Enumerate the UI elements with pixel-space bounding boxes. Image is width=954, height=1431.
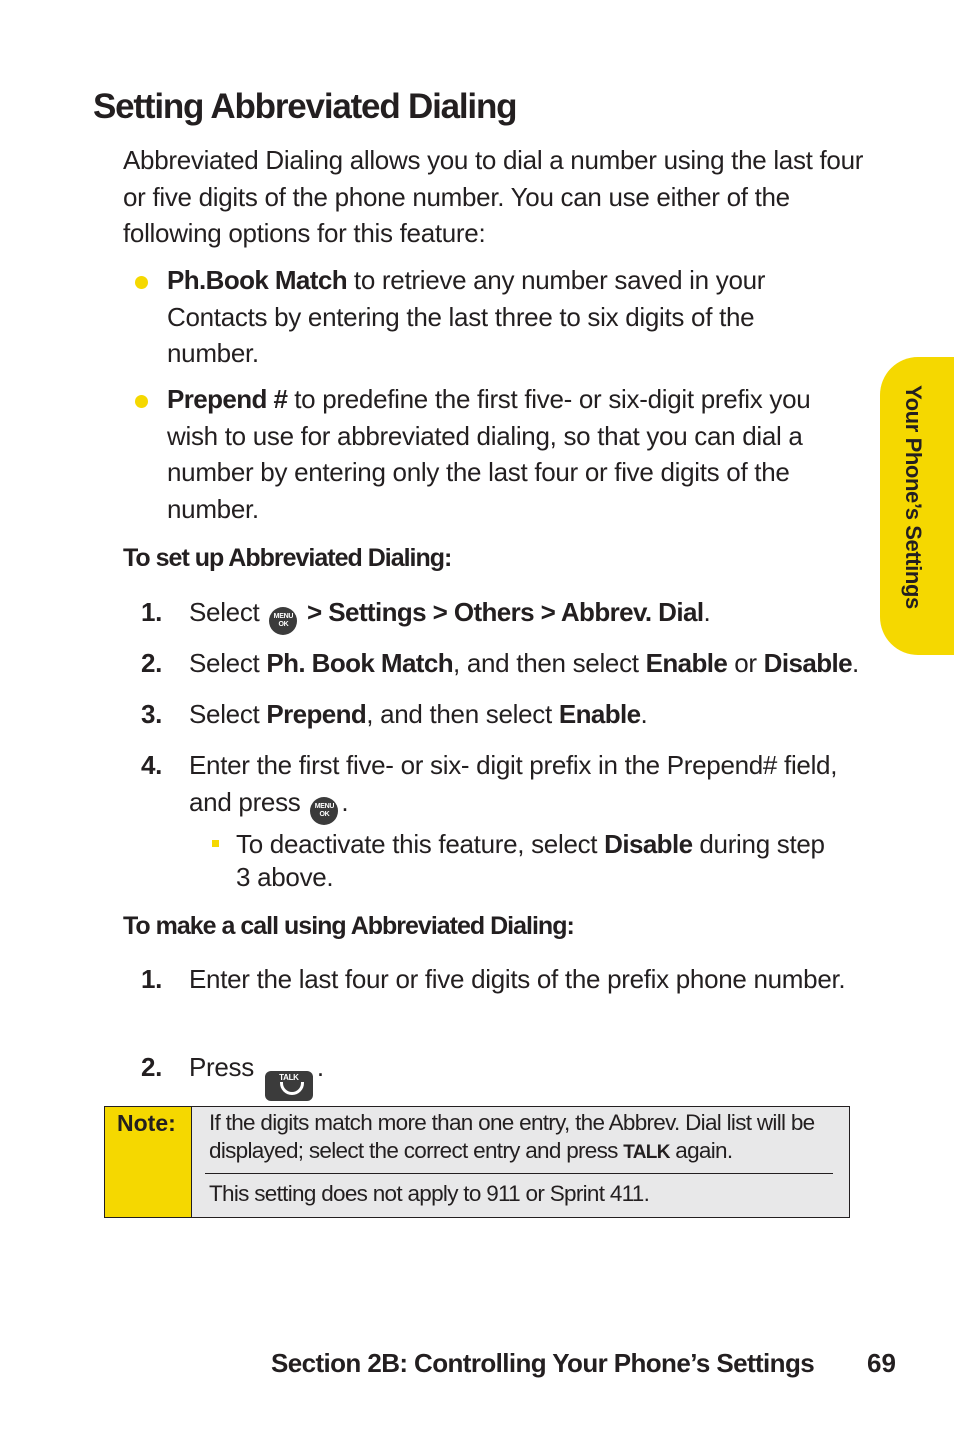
intro-paragraph: Abbreviated Dialing allows you to dial a number using the last four or five digits of the phone number. You can use either of the following options for this feature: (123, 145, 864, 248)
option-phbook-match: Ph. Book Match (266, 648, 454, 678)
step-number: 3. (141, 699, 163, 729)
note-label-cell (105, 1107, 192, 1217)
talk-key-label: TALK (623, 1142, 670, 1163)
step-number: 2. (141, 648, 163, 678)
menu-path: > Settings > Others > Abbrev. Dial (300, 597, 704, 627)
bullet-term: Prepend # (167, 384, 288, 414)
step-number: 2. (141, 1052, 163, 1082)
note-text-multiple-matches: If the digits match more than one entry, the Abbrev. Dial list will be displayed; select the correct entry and press TALK again. (209, 1110, 815, 1163)
bullet-item-prepend (135, 381, 845, 527)
step-number: 1. (141, 964, 163, 994)
footer-section-title: Section 2B: Controlling Your Phone’s Settings (271, 1348, 815, 1378)
talk-key-icon: TALK (265, 1071, 313, 1101)
option-enable: Enable (645, 648, 728, 678)
setup-step-4: 4. Enter the first five- or six- digit prefix in the Prepend# field, and press MENU OK . (141, 747, 861, 825)
step-text: Select (189, 597, 267, 627)
page-title: Setting Abbreviated Dialing (93, 87, 517, 126)
note-box (104, 1106, 850, 1218)
menu-ok-key-icon: MENU OK (310, 797, 338, 825)
call-step-2: 2. Press TALK . (141, 1049, 861, 1101)
sub-bullet-deactivate: To deactivate this feature, select Disable during step 3 above. (212, 828, 832, 894)
bullet-dot (135, 276, 148, 289)
setup-heading: To set up Abbreviated Dialing: (123, 544, 452, 572)
page-number: 69 (867, 1348, 896, 1378)
option-disable: Disable (604, 829, 693, 859)
side-tab-label: Your Phone’s Settings (901, 385, 926, 609)
option-prepend: Prepend (266, 699, 367, 729)
section-side-tab (880, 357, 954, 655)
step-text: Enter the first five- or six- digit prefix in the Prepend# field, and press (189, 750, 838, 817)
call-heading: To make a call using Abbreviated Dialing: (123, 912, 574, 940)
note-label: Note: (117, 1110, 176, 1136)
setup-step-3: 3. Select Prepend, and then select Enable. (141, 696, 861, 733)
bullet-term: Ph.Book Match (167, 265, 347, 295)
note-divider (205, 1173, 833, 1174)
note-text-911: This setting does not apply to 911 or Sprint 411. (209, 1181, 650, 1206)
bullet-dot (135, 395, 148, 408)
step-number: 4. (141, 750, 163, 780)
setup-step-1: 1. Select MENU OK > Settings > Others > Abbrev. Dial. (141, 594, 861, 635)
call-step-1 (141, 961, 861, 998)
sub-bullet-square (212, 840, 219, 847)
option-disable: Disable (763, 648, 852, 678)
bullet-text: to retrieve any number saved in your Contacts by entering the last three to six digits of the number. (167, 265, 766, 368)
setup-step-2: 2. Select Ph. Book Match, and then select Enable or Disable. (141, 645, 861, 682)
option-enable: Enable (558, 699, 641, 729)
step-number: 1. (141, 597, 163, 627)
bullet-text: to predefine the first five- or six-digit prefix you wish to use for abbreviated dialing, so that you can dial a number by entering only the last four or five digits of the number. (167, 384, 811, 524)
bullet-item-phbook-match (135, 262, 845, 372)
step-text: Enter the last four or five digits of the prefix phone number. (189, 964, 846, 994)
menu-ok-key-icon: MENU OK (269, 607, 297, 635)
